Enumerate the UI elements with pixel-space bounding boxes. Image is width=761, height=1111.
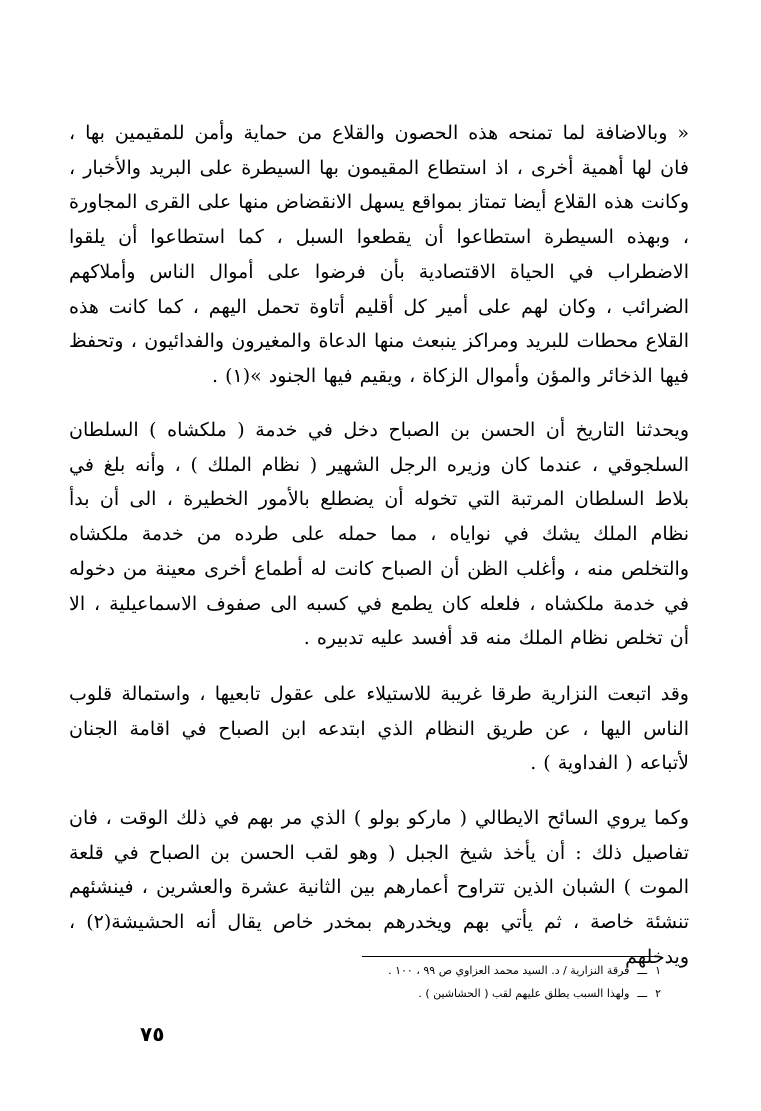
paragraph-text: « وبالاضافة لما تمنحه هذه الحصون والقلاع من حماية وأمن للمقيمين بها ، فان لها أهمية أخرى ، اذ استطاع المقيمون بها السيطرة على البريد والأخبار ، وكانت هذه القلاع أيضا تمتاز بمواقع يسهل الانقضاض منها على القرى المجاورة ، وبهذه السيطرة استطاعوا أن يقطعوا السبل ، كما استطاعوا أن يلقوا الاضطراب في الحياة الاقتصادية بأن فرضوا على أموال الناس وأملاكهم الضرائب ، وكان لهم على أمير كل أقليم أتاوة تحمل اليهم ، كما كانت هذه القلاع محطات للبريد ومراكز ينبعث منها الدعاة والمغيرون والفدائيون ، وتحفظ فيها الذخائر والمؤن وأموال الزكاة ، ويقيم فيها الجنود »(١) . <box>69 122 689 387</box>
footnote-number: ٢ <box>655 987 661 1000</box>
footnote-text: ولهذا السبب يطلق عليهم لقب ( الحشاشين ) . <box>418 987 630 1000</box>
footnote-1 <box>101 959 661 982</box>
page-number: ٧٥ <box>140 1022 165 1046</box>
paragraph-4 <box>69 801 689 975</box>
footnote-text: فرقة النزارية / د. السيد محمد العزاوي ص ٩٩ ، ١٠٠ . <box>388 964 630 977</box>
paragraph-2 <box>69 413 689 656</box>
footnote-2 <box>101 982 661 1005</box>
footnotes <box>101 959 661 1005</box>
paragraph-1 <box>69 116 689 394</box>
footnote-divider <box>362 956 655 957</box>
footnote-number: ١ <box>655 964 661 977</box>
paragraph-3 <box>69 677 689 781</box>
paragraph-text: ويحدثنا التاريخ أن الحسن بن الصباح دخل في خدمة ( ملكشاه ) السلطان السلجوقي ، عندما كان وزيره الرجل الشهير ( نظام الملك ) ، وأنه بلغ في بلاط السلطان المرتبة التي تخوله أن يضطلع بالأمور الخطيرة ، الى أن بدأ نظام الملك يشك في نواياه ، مما حمله على طرده من خدمة ملكشاه والتخلص منه ، وأغلب الظن أن الصباح كانت له أطماع أخرى معينة من دخوله في خدمة ملكشاه ، فلعله كان يطمع في كسبه الى صفوف الاسماعيلية ، الا أن تخلص نظام الملك منه قد أفسد عليه تدبيره . <box>69 419 689 650</box>
paragraph-text: وكما يروي السائح الايطالي ( ماركو بولو ) الذي مر بهم في ذلك الوقت ، فان تفاصيل ذلك : أن يأخذ شيخ الجبل ( وهو لقب الحسن بن الصباح في قلعة الموت ) الشبان الذين تتراوح أعمارهم بين الثانية عشرة والعشرين ، فينشئهم تنشئة خاصة ، ثم يأتي بهم ويخدرهم بمخدر خاص يقال أنه الحشيشة(٢) ، ويدخلهم <box>69 807 689 968</box>
paragraph-text: وقد اتبعت النزارية طرقا غريبة للاستيلاء على عقول تابعيها ، واستمالة قلوب الناس اليها ، عن طريق النظام الذي ابتدعه ابن الصباح في اقامة الجنان لأتباعه ( الفداوية ) . <box>69 683 689 775</box>
footnote-dash: ـــ <box>637 964 648 977</box>
footnote-dash: ـــ <box>637 987 648 1000</box>
